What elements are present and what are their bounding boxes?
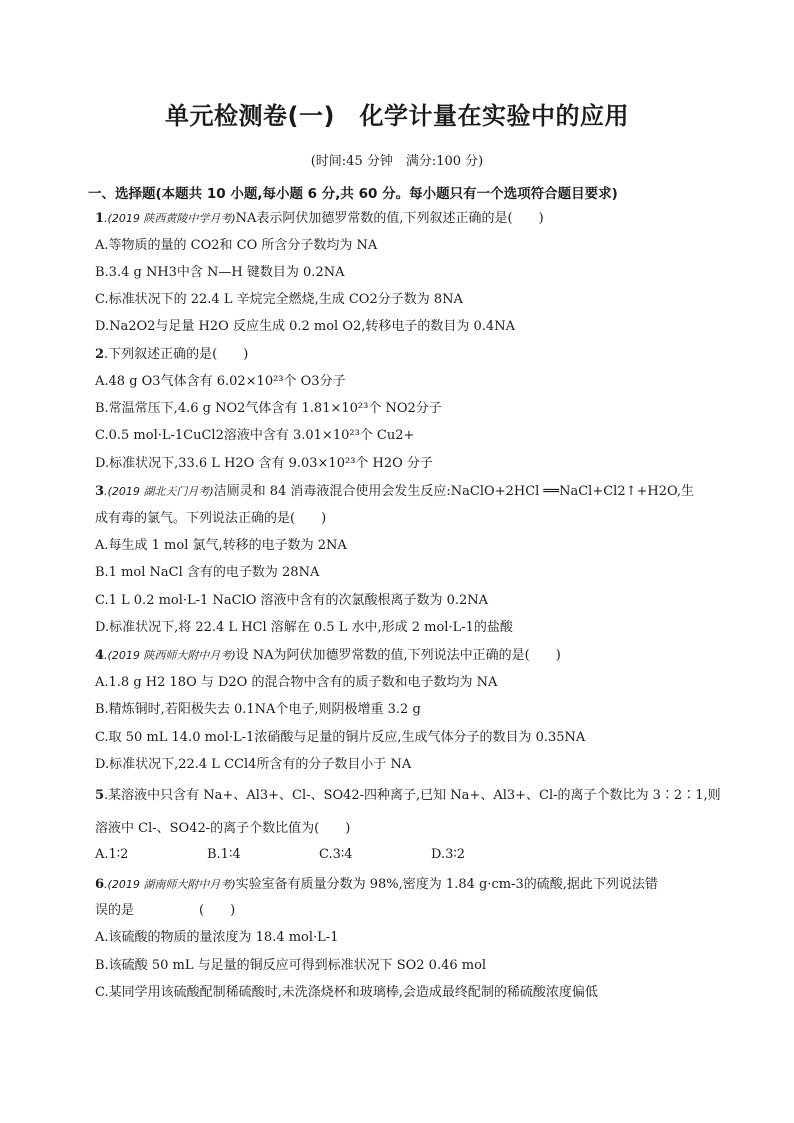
question-6-option-c: C.某同学用该硫酸配制稀硫酸时,未洗涤烧杯和玻璃棒,会造成最终配制的稀硫酸浓度偏低: [95, 985, 598, 1000]
question-5-options: [95, 847, 715, 862]
question-1-option-d: D.Na2O2与足量 H2O 反应生成 0.2 mol O2,转移电子的数目为 0.4NA: [95, 319, 515, 334]
question-source: .(2019 陕西黄陵中学月考): [104, 212, 236, 225]
question-2-option-a: A.48 g O3气体含有 6.02×10²³个 O3分子: [95, 374, 346, 389]
question-number: 5: [95, 788, 105, 803]
question-1-stem: [95, 210, 715, 228]
question-6-stem-line-2: 误的是 ( ): [95, 903, 236, 918]
question-text: 实验室备有质量分数为 98%,密度为 1.84 g·cm-3的硫酸,据此下列说法错: [235, 877, 658, 892]
question-number: 6: [95, 877, 105, 892]
question-4-stem: [95, 647, 715, 665]
question-3-option-d: D.标准状况下,将 22.4 L HCl 溶解在 0.5 L 水中,形成 2 mol·L-1的盐酸: [95, 620, 513, 635]
question-text: .下列叙述正确的是( ): [104, 347, 249, 362]
question-text: NA表示阿伏加德罗常数的值,下列叙述正确的是( ): [235, 211, 544, 226]
question-2-option-b: B.常温常压下,4.6 g NO2气体含有 1.81×10²³个 NO2分子: [95, 401, 442, 416]
question-6-option-a: A.该硫酸的物质的量浓度为 18.4 mol·L-1: [95, 930, 339, 945]
question-4-option-b: B.精炼铜时,若阳极失去 0.1NA个电子,则阴极增重 3.2 g: [95, 702, 421, 717]
question-source: .(2019 陕西师大附中月考): [104, 649, 236, 662]
question-3-option-c: C.1 L 0.2 mol·L-1 NaClO 溶液中含有的次氯酸根离子数为 0.2NA: [95, 593, 489, 608]
question-5-option-c: C.3∶4: [319, 847, 353, 862]
question-4-option-a: A.1.8 g H2 18O 与 D2O 的混合物中含有的质子数和电子数均为 NA: [95, 675, 498, 690]
question-3-option-a: A.每生成 1 mol 氯气,转移的电子数为 2NA: [95, 538, 347, 553]
question-5-option-b: B.1∶4: [207, 847, 241, 862]
question-text: 设 NA为阿伏加德罗常数的值,下列说法中正确的是( ): [235, 648, 561, 663]
question-number: 2: [95, 347, 105, 362]
question-2-stem: [95, 346, 715, 364]
question-number: 4: [95, 648, 105, 663]
question-4-option-c: C.取 50 mL 14.0 mol·L-1浓硝酸与足量的铜片反应,生成气体分子的数目为 0.35NA: [95, 730, 586, 745]
question-1-option-b: B.3.4 g NH3中含 N—H 键数目为 0.2NA: [95, 265, 345, 280]
question-4-option-d: D.标准状况下,22.4 L CCl4所含有的分子数目小于 NA: [95, 757, 412, 772]
question-1-option-a: A.等物质的量的 CO2和 CO 所含分子数均为 NA: [95, 238, 378, 253]
question-3-option-b: B.1 mol NaCl 含有的电子数为 28NA: [95, 565, 320, 580]
section-heading: 一、选择题(本题共 10 小题,每小题 6 分,共 60 分。每小题只有一个选项符合题目要求): [88, 186, 618, 202]
question-source: .(2019 湖南师大附中月考): [104, 878, 236, 891]
question-3-stem-line-1: [95, 483, 715, 501]
question-2-option-c: C.0.5 mol·L-1CuCl2溶液中含有 3.01×10²³个 Cu2+: [95, 428, 415, 443]
time-score-info: (时间:45 分钟 满分:100 分): [310, 154, 484, 169]
question-5-option-d: D.3∶2: [431, 847, 466, 862]
question-5-stem-line-1: [95, 787, 721, 805]
question-6-option-b: B.该硫酸 50 mL 与足量的铜反应可得到标准状况下 SO2 0.46 mol: [95, 958, 487, 973]
question-number: 1: [95, 211, 105, 226]
question-2-option-d: D.标准状况下,33.6 L H2O 含有 9.03×10²³个 H2O 分子: [95, 456, 433, 471]
question-5-stem-line-2: 溶液中 Cl-、SO42-的离子个数比值为( ): [95, 821, 351, 836]
question-6-stem-line-1: [95, 876, 715, 894]
question-text: .某溶液中只含有 Na+、Al3+、Cl-、SO42-四种离子,已知 Na+、Al3+、Cl-的离子个数比为 3∶2∶1,则: [104, 788, 721, 803]
question-1-option-c: C.标准状况下的 22.4 L 辛烷完全燃烧,生成 CO2分子数为 8NA: [95, 292, 463, 307]
question-text: 洁厕灵和 84 消毒液混合使用会发生反应:NaClO+2HCl ══NaCl+Cl2↑+H2O,生: [213, 484, 695, 499]
question-5-option-a: A.1∶2: [95, 847, 129, 862]
question-number: 3: [95, 484, 105, 499]
question-source: .(2019 湖北天门月考): [104, 485, 214, 498]
page-title: 单元检测卷(一) 化学计量在实验中的应用: [165, 102, 629, 130]
question-3-stem-line-2: 成有毒的氯气。下列说法正确的是( ): [95, 511, 327, 526]
